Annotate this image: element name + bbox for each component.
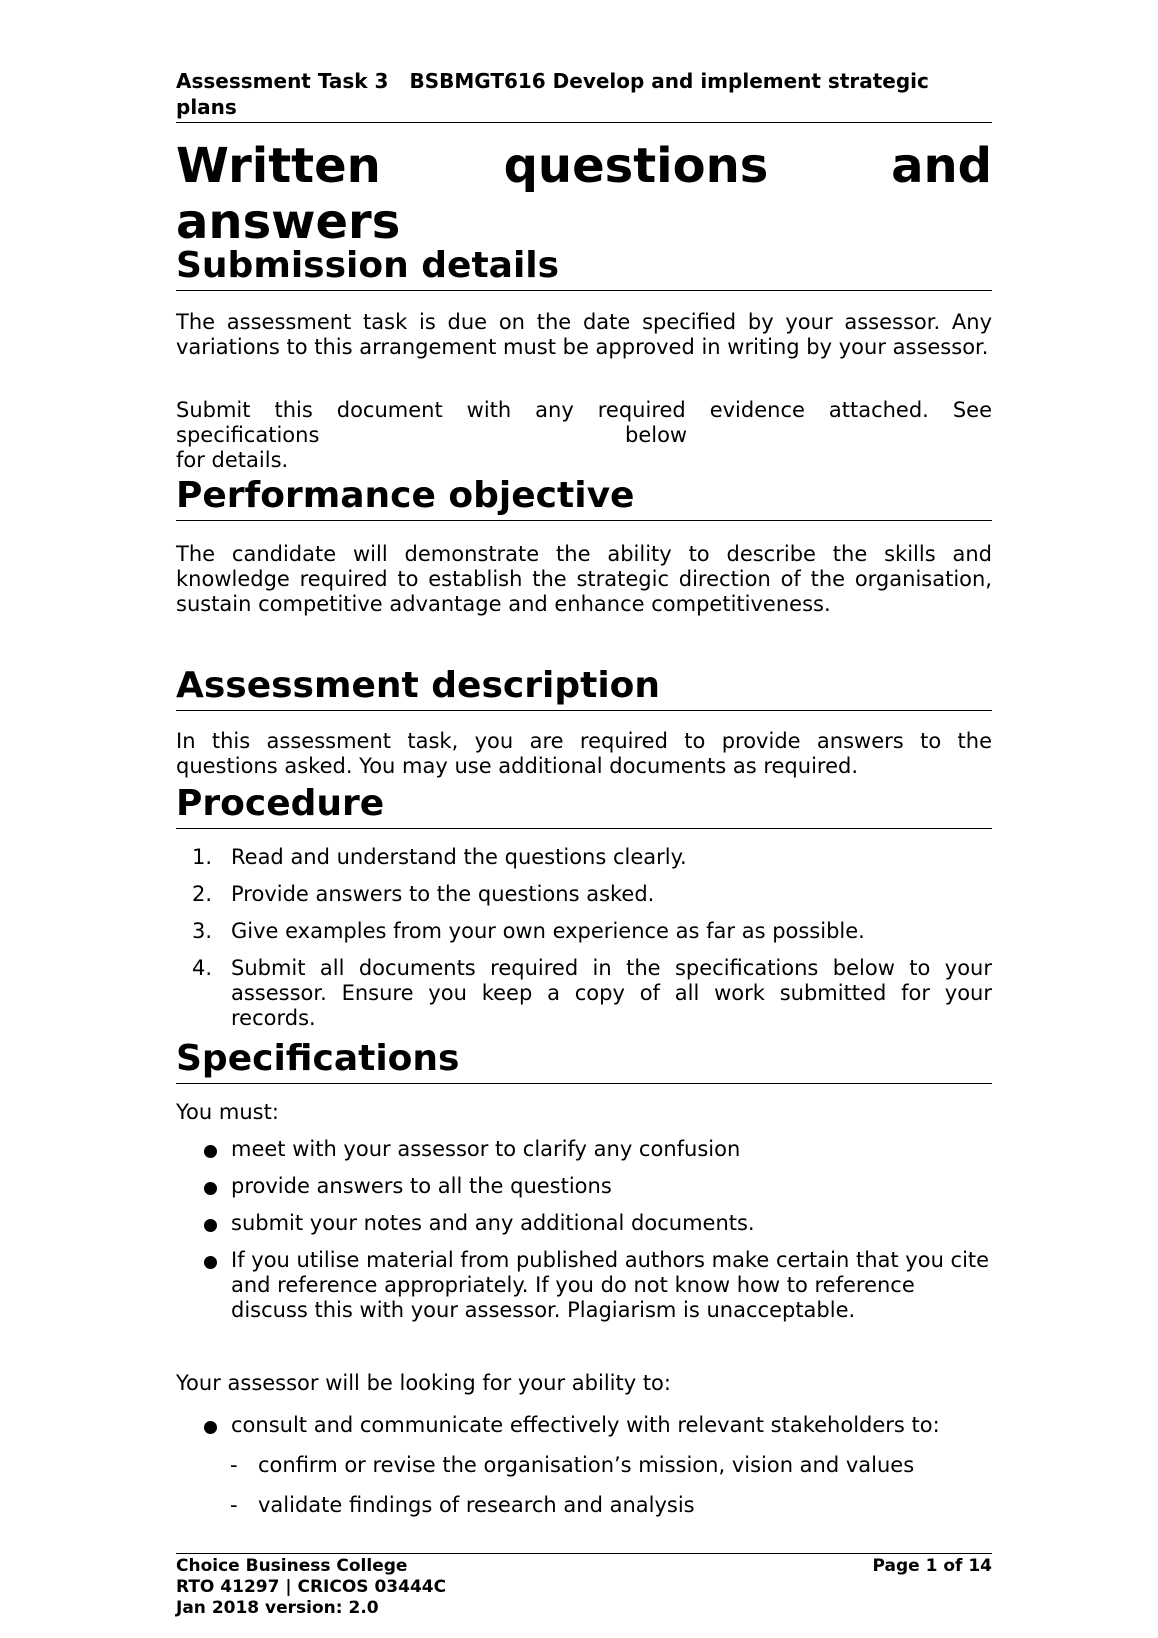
submission-paragraph-2-end: for details. — [176, 448, 289, 472]
ability-list — [176, 1413, 992, 1450]
footer-college: Choice Business College — [176, 1556, 408, 1576]
dash-marker: - — [230, 1493, 238, 1517]
ability-text: consult and communicate effectively with relevant stakeholders to: — [231, 1413, 940, 1437]
bullet-icon — [204, 1219, 217, 1232]
specification-item — [176, 1137, 992, 1162]
submission-heading: Submission details — [176, 244, 992, 291]
step-text: Submit all documents required in the specifications below to your assessor. Ensure you keep a copy of all work submitted for your records. — [231, 956, 992, 1030]
description-text: In this assessment task, you are required to provide answers to the questions asked. You may use additional documents as required. — [176, 729, 992, 778]
dash-marker: - — [230, 1453, 238, 1477]
footer-version: Jan 2018 version: 2.0 — [176, 1598, 379, 1618]
header-unit: BSBMGT616 Develop and implement strategic plans — [176, 69, 929, 119]
ability-sub-text: confirm or revise the organisation’s mission, vision and values — [258, 1453, 915, 1477]
procedure-step — [176, 882, 992, 907]
specifications-list — [176, 1137, 992, 1335]
bullet-icon — [204, 1421, 217, 1434]
step-text: Give examples from your own experience as far as possible. — [231, 919, 865, 943]
below-word: below — [625, 423, 688, 447]
performance-heading: Performance objective — [176, 474, 992, 521]
submission-paragraph-2-row — [176, 423, 992, 448]
specifications-heading: Specifications — [176, 1037, 992, 1084]
submission-paragraph-2 — [176, 398, 992, 473]
page-footer — [176, 1553, 992, 1619]
ability-sub-item — [176, 1453, 992, 1478]
specification-text: If you utilise material from published authors make certain that you cite and reference appropriately. If you do not know how to reference discuss this with your assessor. Plagiarism is unacceptable. — [231, 1248, 990, 1322]
specifications-intro: You must: — [176, 1100, 279, 1124]
bullet-icon — [204, 1145, 217, 1158]
looking-for-text: Your assessor will be looking for your ability to: — [176, 1371, 671, 1395]
ability-sub-list — [176, 1453, 992, 1533]
footer-page-number: Page 1 of 14 — [872, 1556, 992, 1576]
bullet-icon — [204, 1256, 217, 1269]
specification-item — [176, 1174, 992, 1199]
specification-item — [176, 1211, 992, 1236]
ability-sub-item — [176, 1493, 992, 1518]
specification-text: meet with your assessor to clarify any confusion — [231, 1137, 741, 1161]
procedure-step — [176, 845, 992, 870]
description-heading: Assessment description — [176, 664, 992, 711]
specifications-word: specifications — [176, 423, 320, 447]
page-title: Written questions and answers — [176, 138, 992, 250]
procedure-step — [176, 956, 992, 1031]
step-text: Provide answers to the questions asked. — [231, 882, 655, 906]
header-task: Assessment Task 3 — [176, 69, 389, 93]
step-text: Read and understand the questions clearly. — [231, 845, 687, 869]
procedure-heading: Procedure — [176, 782, 992, 829]
specification-text: submit your notes and any additional documents. — [231, 1211, 755, 1235]
step-number: 1. — [192, 845, 213, 869]
procedure-list — [176, 845, 992, 1043]
bullet-icon — [204, 1182, 217, 1195]
specification-text: provide answers to all the questions — [231, 1174, 612, 1198]
submission-paragraph-1: The assessment task is due on the date specified by your assessor. Any variations to this arrangement must be approved in writing by your assessor. — [176, 310, 992, 359]
specification-item — [176, 1248, 992, 1323]
ability-sub-text: validate findings of research and analysis — [258, 1493, 695, 1517]
step-number: 4. — [192, 956, 213, 980]
ability-item — [176, 1413, 992, 1438]
submission-paragraph-2-line: Submit this document with any required evidence attached. See — [176, 398, 992, 422]
running-header — [176, 68, 992, 123]
step-number: 3. — [192, 919, 213, 943]
procedure-step — [176, 919, 992, 944]
footer-rto: RTO 41297 | CRICOS 03444C — [176, 1577, 447, 1597]
step-number: 2. — [192, 882, 213, 906]
performance-text: The candidate will demonstrate the ability to describe the skills and knowledge required to establish the strategic direction of the organisation, sustain competitive advantage and enhance competitiveness. — [176, 542, 992, 616]
